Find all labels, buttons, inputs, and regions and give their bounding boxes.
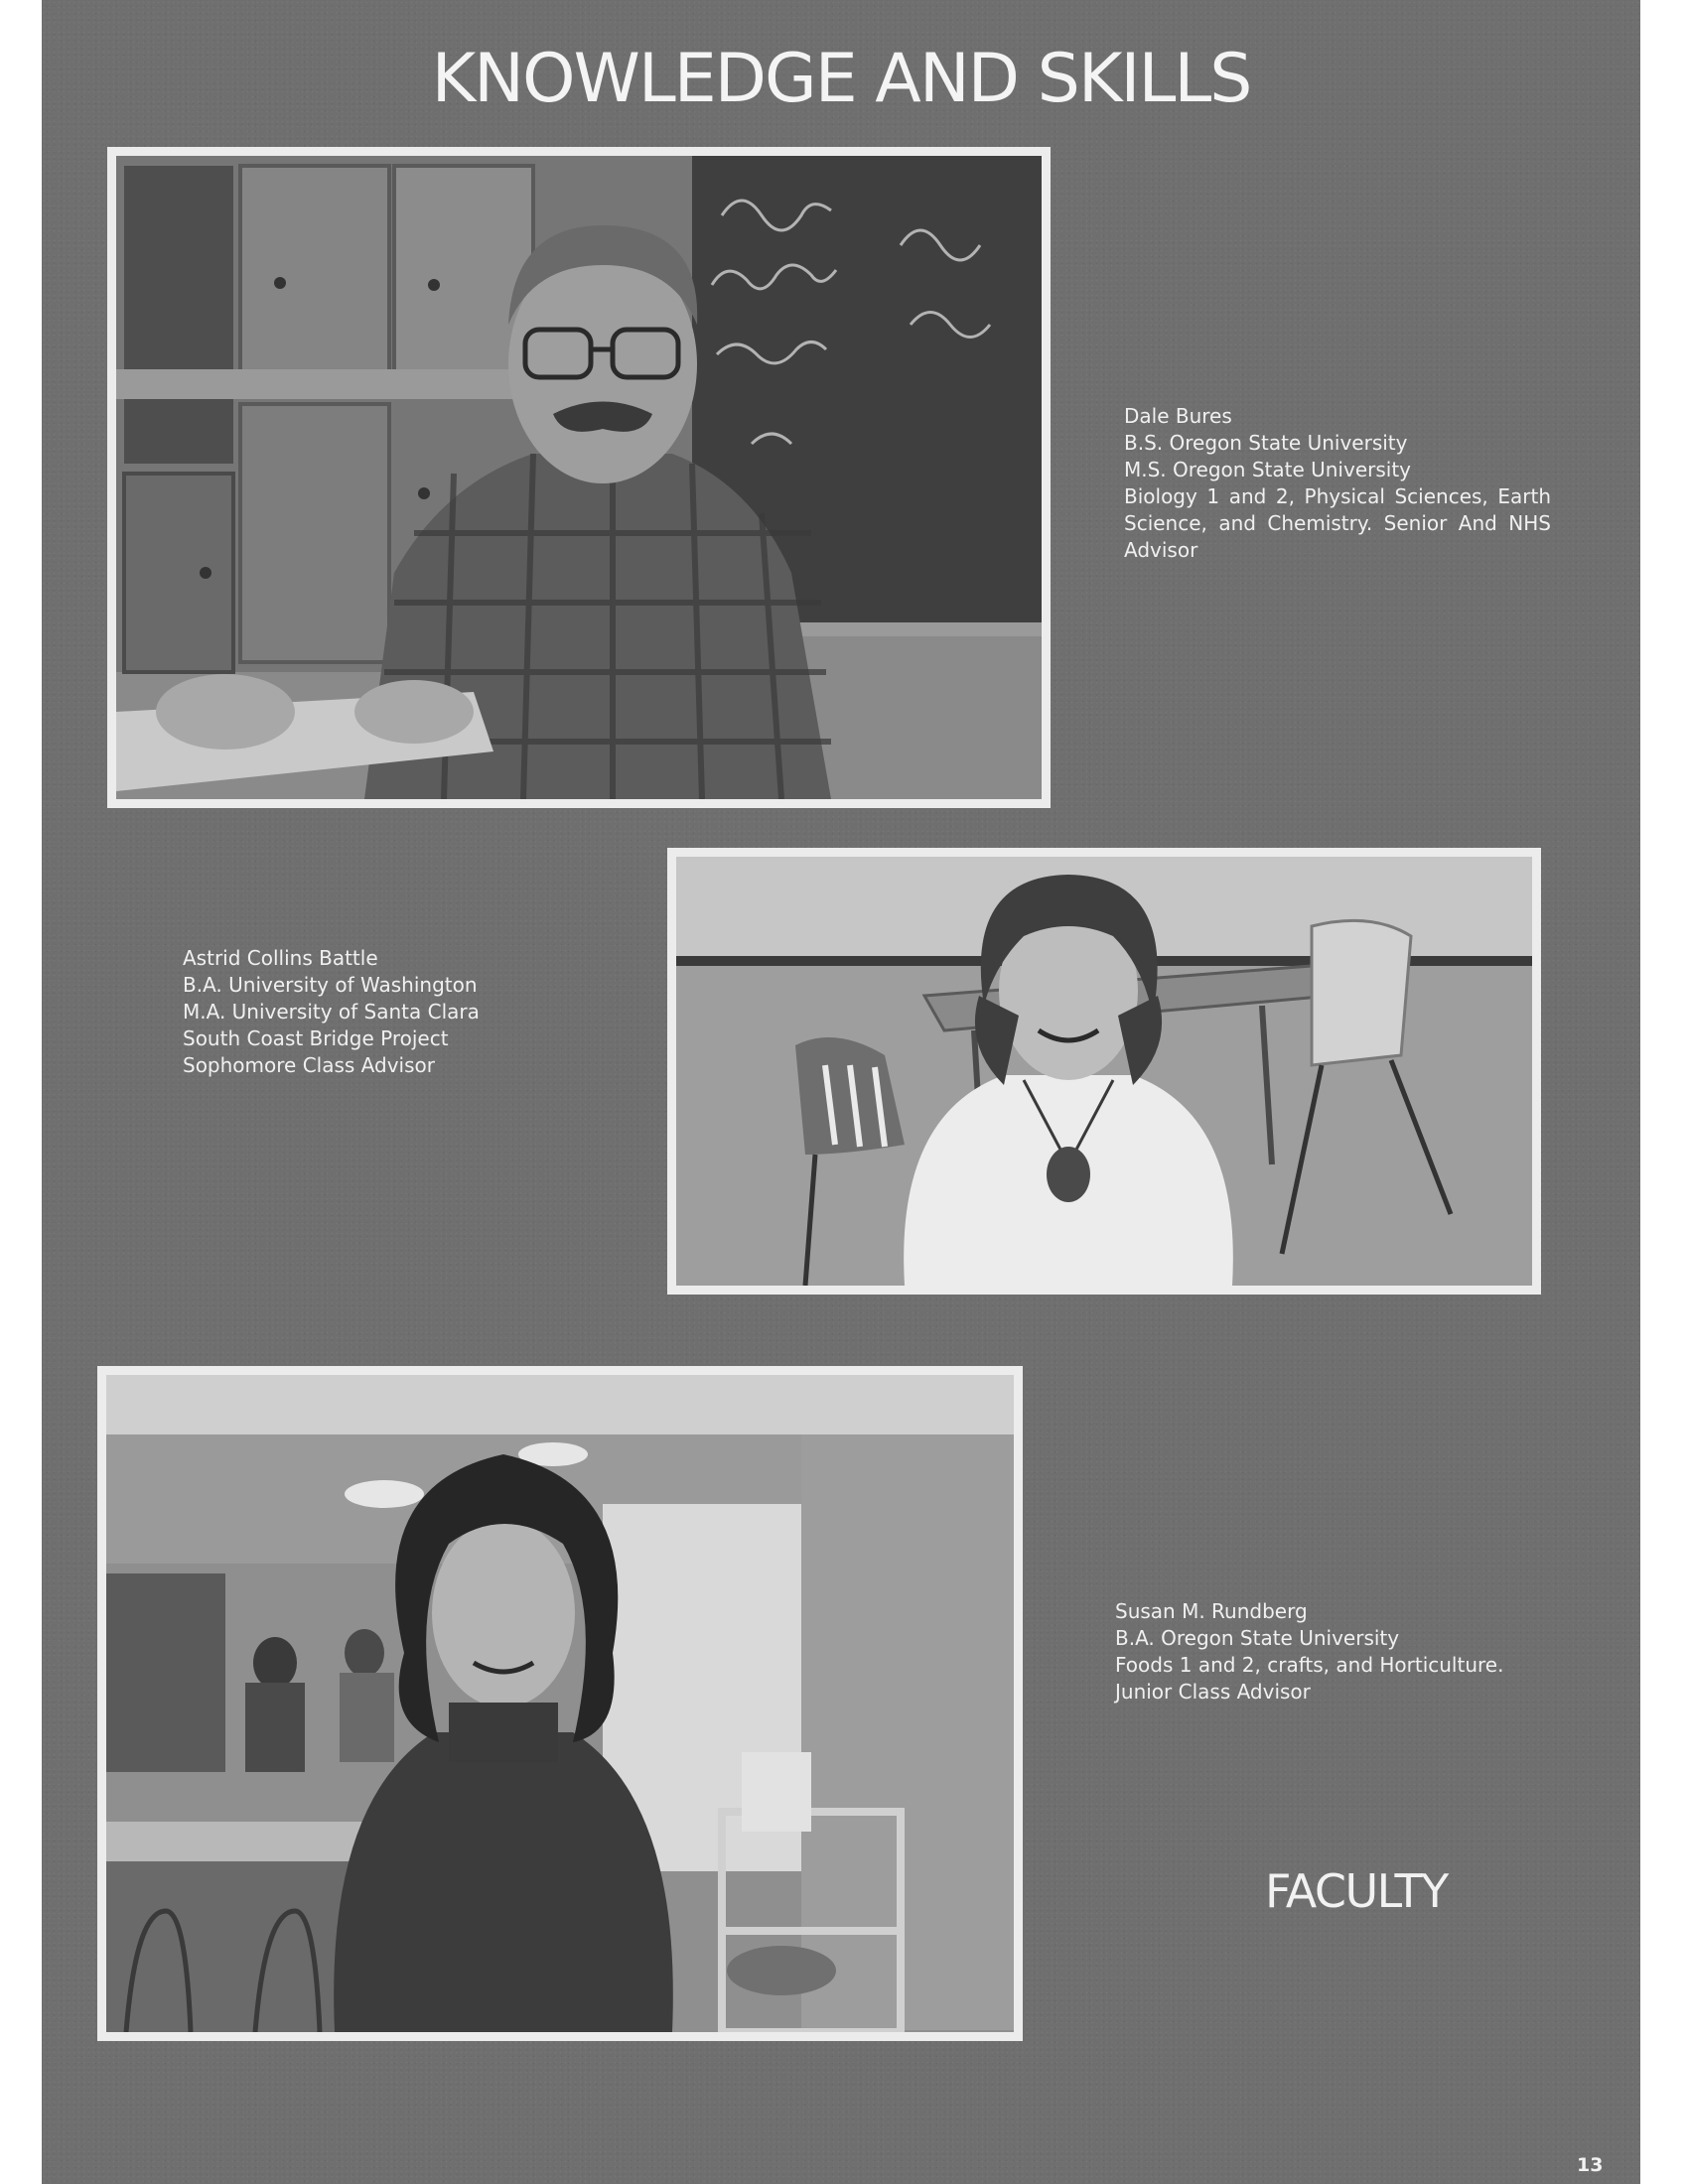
faculty-name: Dale Bures (1124, 404, 1232, 428)
faculty-detail: South Coast Bridge Project (183, 1026, 449, 1050)
yearbook-page (42, 0, 1640, 2184)
faculty-detail: B.A. University of Washington (183, 973, 478, 997)
photo-susan-m-rundberg-image (106, 1375, 1014, 2032)
faculty-detail: M.S. Oregon State University (1124, 458, 1412, 481)
caption-dale-bures (1124, 403, 1551, 564)
caption-susan-m-rundberg (1115, 1598, 1552, 1706)
faculty-name: Astrid Collins Battle (183, 946, 378, 970)
photo-astrid-collins-battle (667, 848, 1541, 1295)
faculty-detail: M.A. University of Santa Clara (183, 1000, 480, 1024)
faculty-name: Susan M. Rundberg (1115, 1599, 1308, 1623)
page-number: 13 (1577, 2154, 1604, 2176)
page-title: KNOWLEDGE AND SKILLS (431, 40, 1251, 118)
photo-susan-m-rundberg (97, 1366, 1023, 2041)
photo-astrid-collins-battle-image (676, 857, 1532, 1286)
faculty-detail: Sophomore Class Advisor (183, 1053, 435, 1077)
faculty-detail: Biology 1 and 2, Physical Sciences, Earth Science, and Chemistry. Senior And NHS Advisor (1124, 484, 1551, 562)
faculty-detail: Foods 1 and 2, crafts, and Horticulture. (1115, 1653, 1504, 1677)
faculty-detail: B.A. Oregon State University (1115, 1626, 1400, 1650)
faculty-detail: B.S. Oregon State University (1124, 431, 1408, 455)
section-label: FACULTY (1265, 1864, 1448, 1918)
photo-dale-bures-image (116, 156, 1042, 799)
caption-astrid-collins-battle (183, 945, 580, 1079)
faculty-detail: Junior Class Advisor (1115, 1680, 1311, 1704)
photo-dale-bures (107, 147, 1051, 808)
